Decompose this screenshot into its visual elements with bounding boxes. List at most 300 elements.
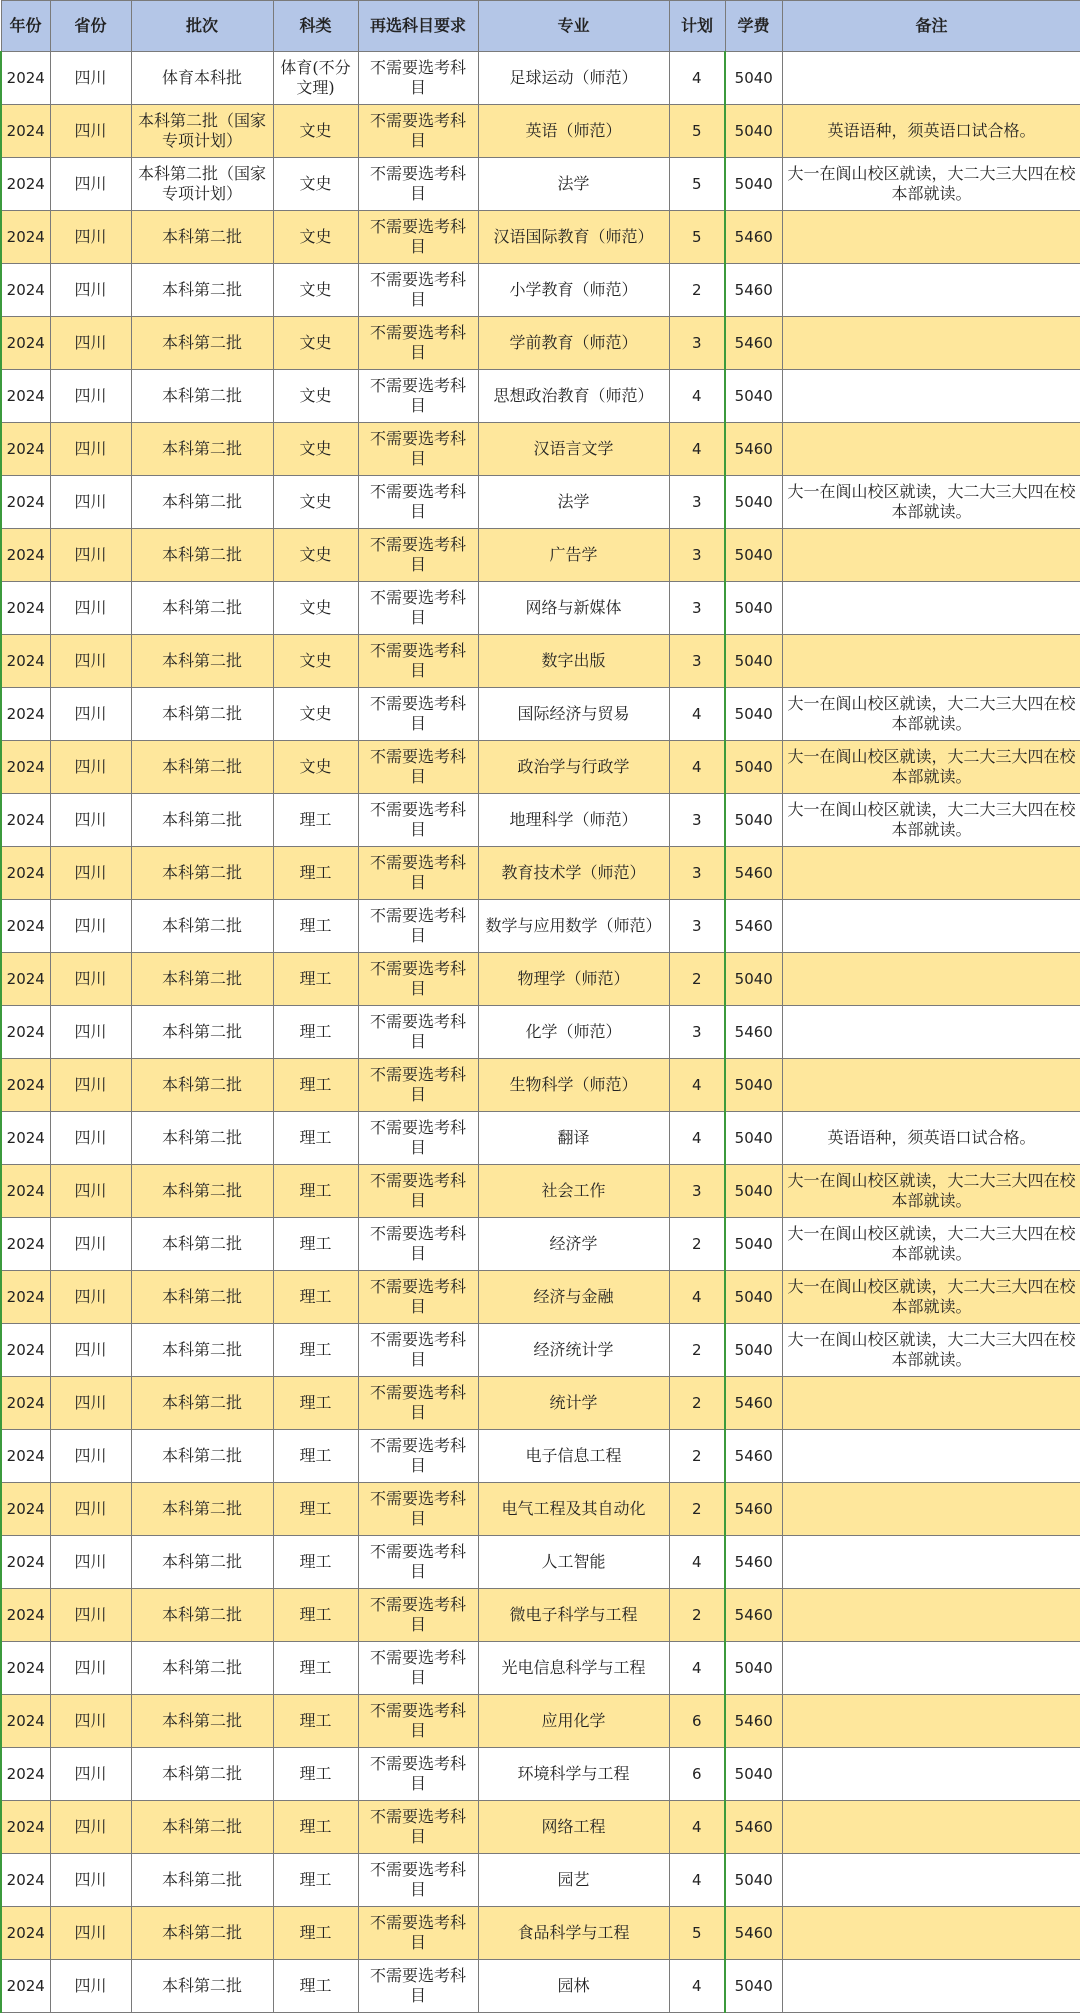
tuition-cell: 5460: [725, 1589, 782, 1642]
batch-cell: 本科第二批: [131, 582, 273, 635]
plan-cell: 3: [669, 582, 725, 635]
province-cell: 四川: [50, 688, 131, 741]
batch-cell: 本科第二批: [131, 264, 273, 317]
subject-requirement-cell: 不需要选考科目: [358, 1854, 478, 1907]
plan-cell: 3: [669, 476, 725, 529]
tuition-cell: 5460: [725, 1483, 782, 1536]
tuition-cell: 5040: [725, 370, 782, 423]
tuition-cell: 5040: [725, 635, 782, 688]
category-cell: 理工: [273, 1589, 358, 1642]
subject-requirement-cell: 不需要选考科目: [358, 1377, 478, 1430]
tuition-cell: 5040: [725, 1271, 782, 1324]
tuition-cell: 5040: [725, 476, 782, 529]
major-cell: 法学: [478, 476, 669, 529]
tuition-cell: 5460: [725, 1907, 782, 1960]
subject-requirement-cell: 不需要选考科目: [358, 1112, 478, 1165]
province-cell: 四川: [50, 1165, 131, 1218]
remarks-cell: 英语语种，须英语口试合格。: [782, 105, 1080, 158]
remarks-cell: [782, 1377, 1080, 1430]
plan-cell: 2: [669, 264, 725, 317]
table-row: [1, 794, 1080, 847]
subject-requirement-cell: 不需要选考科目: [358, 794, 478, 847]
plan-cell: 6: [669, 1748, 725, 1801]
subject-requirement-cell: 不需要选考科目: [358, 1006, 478, 1059]
table-row: [1, 1642, 1080, 1695]
province-cell: 四川: [50, 1642, 131, 1695]
province-cell: 四川: [50, 423, 131, 476]
year-cell: 2024: [1, 1218, 50, 1271]
remarks-cell: 大一在阆山校区就读，大二大三大四在校本部就读。: [782, 476, 1080, 529]
year-cell: 2024: [1, 529, 50, 582]
table-row: [1, 317, 1080, 370]
table-row: [1, 370, 1080, 423]
table-row: [1, 1907, 1080, 1960]
table-row: [1, 105, 1080, 158]
province-cell: 四川: [50, 1218, 131, 1271]
year-cell: 2024: [1, 1642, 50, 1695]
major-cell: 汉语国际教育（师范）: [478, 211, 669, 264]
subject-requirement-cell: 不需要选考科目: [358, 953, 478, 1006]
province-cell: 四川: [50, 1907, 131, 1960]
remarks-cell: 大一在阆山校区就读，大二大三大四在校本部就读。: [782, 1218, 1080, 1271]
major-cell: 网络工程: [478, 1801, 669, 1854]
batch-cell: 本科第二批: [131, 794, 273, 847]
major-cell: 地理科学（师范）: [478, 794, 669, 847]
subject-requirement-cell: 不需要选考科目: [358, 1589, 478, 1642]
major-cell: 经济与金融: [478, 1271, 669, 1324]
province-cell: 四川: [50, 847, 131, 900]
plan-cell: 4: [669, 1854, 725, 1907]
year-cell: 2024: [1, 1907, 50, 1960]
province-cell: 四川: [50, 1748, 131, 1801]
province-cell: 四川: [50, 370, 131, 423]
plan-cell: 4: [669, 370, 725, 423]
category-cell: 理工: [273, 1695, 358, 1748]
remarks-cell: [782, 211, 1080, 264]
tuition-cell: 5040: [725, 1324, 782, 1377]
plan-cell: 4: [669, 741, 725, 794]
category-cell: 理工: [273, 1324, 358, 1377]
subject-requirement-cell: 不需要选考科目: [358, 1430, 478, 1483]
category-cell: 文史: [273, 476, 358, 529]
header-year: 年份: [1, 1, 50, 52]
category-cell: 文史: [273, 370, 358, 423]
batch-cell: 本科第二批: [131, 423, 273, 476]
tuition-cell: 5040: [725, 1112, 782, 1165]
major-cell: 电气工程及其自动化: [478, 1483, 669, 1536]
batch-cell: 本科第二批: [131, 1642, 273, 1695]
plan-cell: 5: [669, 1907, 725, 1960]
major-cell: 数学与应用数学（师范）: [478, 900, 669, 953]
plan-cell: 3: [669, 1165, 725, 1218]
province-cell: 四川: [50, 529, 131, 582]
header-tuition: 学费: [725, 1, 782, 52]
major-cell: 法学: [478, 158, 669, 211]
batch-cell: 本科第二批: [131, 1324, 273, 1377]
batch-cell: 本科第二批: [131, 476, 273, 529]
subject-requirement-cell: 不需要选考科目: [358, 1218, 478, 1271]
province-cell: 四川: [50, 476, 131, 529]
batch-cell: 本科第二批: [131, 1271, 273, 1324]
major-cell: 园林: [478, 1960, 669, 2013]
province-cell: 四川: [50, 1483, 131, 1536]
header-batch: 批次: [131, 1, 273, 52]
batch-cell: 本科第二批: [131, 688, 273, 741]
subject-requirement-cell: 不需要选考科目: [358, 1483, 478, 1536]
province-cell: 四川: [50, 1695, 131, 1748]
table-row: [1, 52, 1080, 105]
year-cell: 2024: [1, 1059, 50, 1112]
subject-requirement-cell: 不需要选考科目: [358, 1801, 478, 1854]
major-cell: 足球运动（师范）: [478, 52, 669, 105]
table-row: [1, 1165, 1080, 1218]
year-cell: 2024: [1, 1324, 50, 1377]
remarks-cell: [782, 1059, 1080, 1112]
year-cell: 2024: [1, 1112, 50, 1165]
remarks-cell: [782, 1854, 1080, 1907]
tuition-cell: 5040: [725, 105, 782, 158]
remarks-cell: [782, 52, 1080, 105]
remarks-cell: [782, 847, 1080, 900]
province-cell: 四川: [50, 635, 131, 688]
category-cell: 理工: [273, 847, 358, 900]
tuition-cell: 5040: [725, 1748, 782, 1801]
major-cell: 汉语言文学: [478, 423, 669, 476]
remarks-cell: 大一在阆山校区就读，大二大三大四在校本部就读。: [782, 158, 1080, 211]
category-cell: 文史: [273, 105, 358, 158]
tuition-cell: 5040: [725, 1165, 782, 1218]
batch-cell: 本科第二批: [131, 1165, 273, 1218]
category-cell: 理工: [273, 1218, 358, 1271]
plan-cell: 3: [669, 794, 725, 847]
province-cell: 四川: [50, 1536, 131, 1589]
subject-requirement-cell: 不需要选考科目: [358, 741, 478, 794]
remarks-cell: [782, 264, 1080, 317]
province-cell: 四川: [50, 1960, 131, 2013]
table-row: [1, 741, 1080, 794]
plan-cell: 4: [669, 1642, 725, 1695]
year-cell: 2024: [1, 635, 50, 688]
tuition-cell: 5460: [725, 264, 782, 317]
subject-requirement-cell: 不需要选考科目: [358, 423, 478, 476]
batch-cell: 本科第二批: [131, 1377, 273, 1430]
remarks-cell: [782, 1483, 1080, 1536]
tuition-cell: 5040: [725, 529, 782, 582]
tuition-cell: 5460: [725, 1006, 782, 1059]
category-cell: 理工: [273, 1536, 358, 1589]
tuition-cell: 5040: [725, 158, 782, 211]
batch-cell: 本科第二批: [131, 1854, 273, 1907]
header-remarks: 备注: [782, 1, 1080, 52]
remarks-cell: [782, 1006, 1080, 1059]
year-cell: 2024: [1, 476, 50, 529]
plan-cell: 2: [669, 953, 725, 1006]
category-cell: 文史: [273, 741, 358, 794]
subject-requirement-cell: 不需要选考科目: [358, 211, 478, 264]
table-row: [1, 1748, 1080, 1801]
batch-cell: 本科第二批: [131, 847, 273, 900]
province-cell: 四川: [50, 953, 131, 1006]
tuition-cell: 5460: [725, 1801, 782, 1854]
tuition-cell: 5040: [725, 1854, 782, 1907]
remarks-cell: [782, 1695, 1080, 1748]
remarks-cell: [782, 529, 1080, 582]
batch-cell: 本科第二批（国家专项计划）: [131, 158, 273, 211]
tuition-cell: 5460: [725, 1377, 782, 1430]
remarks-cell: [782, 953, 1080, 1006]
category-cell: 文史: [273, 423, 358, 476]
category-cell: 理工: [273, 1854, 358, 1907]
batch-cell: 本科第二批: [131, 1059, 273, 1112]
subject-requirement-cell: 不需要选考科目: [358, 1695, 478, 1748]
year-cell: 2024: [1, 1695, 50, 1748]
province-cell: 四川: [50, 1589, 131, 1642]
subject-requirement-cell: 不需要选考科目: [358, 1748, 478, 1801]
table-row: [1, 1006, 1080, 1059]
major-cell: 微电子科学与工程: [478, 1589, 669, 1642]
major-cell: 经济统计学: [478, 1324, 669, 1377]
category-cell: 理工: [273, 1483, 358, 1536]
table-row: [1, 635, 1080, 688]
plan-cell: 4: [669, 1112, 725, 1165]
category-cell: 理工: [273, 1271, 358, 1324]
table-row: [1, 1695, 1080, 1748]
category-cell: 理工: [273, 900, 358, 953]
major-cell: 广告学: [478, 529, 669, 582]
batch-cell: 本科第二批: [131, 635, 273, 688]
subject-requirement-cell: 不需要选考科目: [358, 635, 478, 688]
major-cell: 思想政治教育（师范）: [478, 370, 669, 423]
batch-cell: 本科第二批: [131, 953, 273, 1006]
province-cell: 四川: [50, 105, 131, 158]
batch-cell: 本科第二批: [131, 370, 273, 423]
plan-cell: 4: [669, 423, 725, 476]
table-row: [1, 1960, 1080, 2013]
header-row: [1, 1, 1080, 52]
plan-cell: 2: [669, 1324, 725, 1377]
year-cell: 2024: [1, 105, 50, 158]
table-row: [1, 1324, 1080, 1377]
category-cell: 文史: [273, 582, 358, 635]
major-cell: 数字出版: [478, 635, 669, 688]
table-row: [1, 264, 1080, 317]
major-cell: 电子信息工程: [478, 1430, 669, 1483]
batch-cell: 本科第二批: [131, 1907, 273, 1960]
major-cell: 人工智能: [478, 1536, 669, 1589]
province-cell: 四川: [50, 1059, 131, 1112]
remarks-cell: 大一在阆山校区就读，大二大三大四在校本部就读。: [782, 794, 1080, 847]
year-cell: 2024: [1, 52, 50, 105]
year-cell: 2024: [1, 582, 50, 635]
major-cell: 学前教育（师范）: [478, 317, 669, 370]
tuition-cell: 5460: [725, 1695, 782, 1748]
table-row: [1, 1271, 1080, 1324]
plan-cell: 2: [669, 1377, 725, 1430]
category-cell: 理工: [273, 1112, 358, 1165]
plan-cell: 4: [669, 52, 725, 105]
year-cell: 2024: [1, 317, 50, 370]
batch-cell: 本科第二批: [131, 1218, 273, 1271]
subject-requirement-cell: 不需要选考科目: [358, 1642, 478, 1695]
tuition-cell: 5040: [725, 1960, 782, 2013]
subject-requirement-cell: 不需要选考科目: [358, 52, 478, 105]
major-cell: 小学教育（师范）: [478, 264, 669, 317]
table-row: [1, 900, 1080, 953]
year-cell: 2024: [1, 370, 50, 423]
year-cell: 2024: [1, 847, 50, 900]
remarks-cell: [782, 1748, 1080, 1801]
table-row: [1, 423, 1080, 476]
subject-requirement-cell: 不需要选考科目: [358, 1324, 478, 1377]
batch-cell: 本科第二批: [131, 529, 273, 582]
tuition-cell: 5460: [725, 1536, 782, 1589]
province-cell: 四川: [50, 1271, 131, 1324]
year-cell: 2024: [1, 423, 50, 476]
tuition-cell: 5040: [725, 1218, 782, 1271]
plan-cell: 5: [669, 211, 725, 264]
year-cell: 2024: [1, 1006, 50, 1059]
subject-requirement-cell: 不需要选考科目: [358, 1059, 478, 1112]
year-cell: 2024: [1, 158, 50, 211]
province-cell: 四川: [50, 1430, 131, 1483]
category-cell: 理工: [273, 1165, 358, 1218]
year-cell: 2024: [1, 1271, 50, 1324]
remarks-cell: [782, 423, 1080, 476]
province-cell: 四川: [50, 317, 131, 370]
category-cell: 体育(不分文理): [273, 52, 358, 105]
major-cell: 翻译: [478, 1112, 669, 1165]
subject-requirement-cell: 不需要选考科目: [358, 688, 478, 741]
header-category: 科类: [273, 1, 358, 52]
category-cell: 文史: [273, 211, 358, 264]
year-cell: 2024: [1, 1960, 50, 2013]
table-row: [1, 688, 1080, 741]
remarks-cell: [782, 1801, 1080, 1854]
year-cell: 2024: [1, 1483, 50, 1536]
province-cell: 四川: [50, 900, 131, 953]
year-cell: 2024: [1, 1854, 50, 1907]
batch-cell: 本科第二批: [131, 741, 273, 794]
plan-cell: 5: [669, 105, 725, 158]
province-cell: 四川: [50, 211, 131, 264]
remarks-cell: 英语语种，须英语口试合格。: [782, 1112, 1080, 1165]
plan-cell: 4: [669, 1801, 725, 1854]
year-cell: 2024: [1, 1801, 50, 1854]
table-row: [1, 1377, 1080, 1430]
subject-requirement-cell: 不需要选考科目: [358, 847, 478, 900]
remarks-cell: [782, 1642, 1080, 1695]
province-cell: 四川: [50, 582, 131, 635]
remarks-cell: [782, 1589, 1080, 1642]
tuition-cell: 5040: [725, 582, 782, 635]
plan-cell: 3: [669, 317, 725, 370]
province-cell: 四川: [50, 52, 131, 105]
category-cell: 理工: [273, 794, 358, 847]
table-header: [1, 1, 1080, 52]
batch-cell: 本科第二批: [131, 1483, 273, 1536]
major-cell: 生物科学（师范）: [478, 1059, 669, 1112]
major-cell: 经济学: [478, 1218, 669, 1271]
subject-requirement-cell: 不需要选考科目: [358, 158, 478, 211]
header-major: 专业: [478, 1, 669, 52]
plan-cell: 2: [669, 1589, 725, 1642]
remarks-cell: 大一在阆山校区就读，大二大三大四在校本部就读。: [782, 1165, 1080, 1218]
tuition-cell: 5040: [725, 52, 782, 105]
category-cell: 文史: [273, 264, 358, 317]
major-cell: 应用化学: [478, 1695, 669, 1748]
subject-requirement-cell: 不需要选考科目: [358, 582, 478, 635]
province-cell: 四川: [50, 158, 131, 211]
major-cell: 网络与新媒体: [478, 582, 669, 635]
category-cell: 理工: [273, 1907, 358, 1960]
plan-cell: 2: [669, 1218, 725, 1271]
category-cell: 理工: [273, 1430, 358, 1483]
province-cell: 四川: [50, 741, 131, 794]
subject-requirement-cell: 不需要选考科目: [358, 1165, 478, 1218]
tuition-cell: 5460: [725, 1430, 782, 1483]
province-cell: 四川: [50, 1324, 131, 1377]
year-cell: 2024: [1, 1165, 50, 1218]
category-cell: 理工: [273, 1006, 358, 1059]
header-province: 省份: [50, 1, 131, 52]
category-cell: 理工: [273, 953, 358, 1006]
batch-cell: 本科第二批: [131, 1695, 273, 1748]
major-cell: 食品科学与工程: [478, 1907, 669, 1960]
plan-cell: 3: [669, 635, 725, 688]
batch-cell: 本科第二批: [131, 900, 273, 953]
plan-cell: 2: [669, 1430, 725, 1483]
plan-cell: 5: [669, 158, 725, 211]
table-row: [1, 1430, 1080, 1483]
category-cell: 理工: [273, 1642, 358, 1695]
subject-requirement-cell: 不需要选考科目: [358, 1960, 478, 2013]
remarks-cell: [782, 635, 1080, 688]
major-cell: 化学（师范）: [478, 1006, 669, 1059]
plan-cell: 6: [669, 1695, 725, 1748]
tuition-cell: 5460: [725, 847, 782, 900]
table-row: [1, 1536, 1080, 1589]
table-row: [1, 1059, 1080, 1112]
category-cell: 文史: [273, 529, 358, 582]
major-cell: 政治学与行政学: [478, 741, 669, 794]
remarks-cell: [782, 1430, 1080, 1483]
year-cell: 2024: [1, 953, 50, 1006]
year-cell: 2024: [1, 264, 50, 317]
table-row: [1, 1112, 1080, 1165]
remarks-cell: 大一在阆山校区就读，大二大三大四在校本部就读。: [782, 741, 1080, 794]
remarks-cell: [782, 1960, 1080, 2013]
batch-cell: 本科第二批: [131, 1589, 273, 1642]
plan-cell: 4: [669, 1059, 725, 1112]
plan-cell: 3: [669, 1006, 725, 1059]
province-cell: 四川: [50, 1377, 131, 1430]
major-cell: 社会工作: [478, 1165, 669, 1218]
subject-requirement-cell: 不需要选考科目: [358, 900, 478, 953]
plan-cell: 4: [669, 1960, 725, 2013]
major-cell: 光电信息科学与工程: [478, 1642, 669, 1695]
major-cell: 物理学（师范）: [478, 953, 669, 1006]
batch-cell: 本科第二批: [131, 1112, 273, 1165]
batch-cell: 本科第二批: [131, 1748, 273, 1801]
major-cell: 园艺: [478, 1854, 669, 1907]
table-row: [1, 1218, 1080, 1271]
subject-requirement-cell: 不需要选考科目: [358, 1536, 478, 1589]
batch-cell: 本科第二批: [131, 1801, 273, 1854]
table-body: [1, 52, 1080, 2013]
province-cell: 四川: [50, 1112, 131, 1165]
tuition-cell: 5040: [725, 1642, 782, 1695]
subject-requirement-cell: 不需要选考科目: [358, 317, 478, 370]
